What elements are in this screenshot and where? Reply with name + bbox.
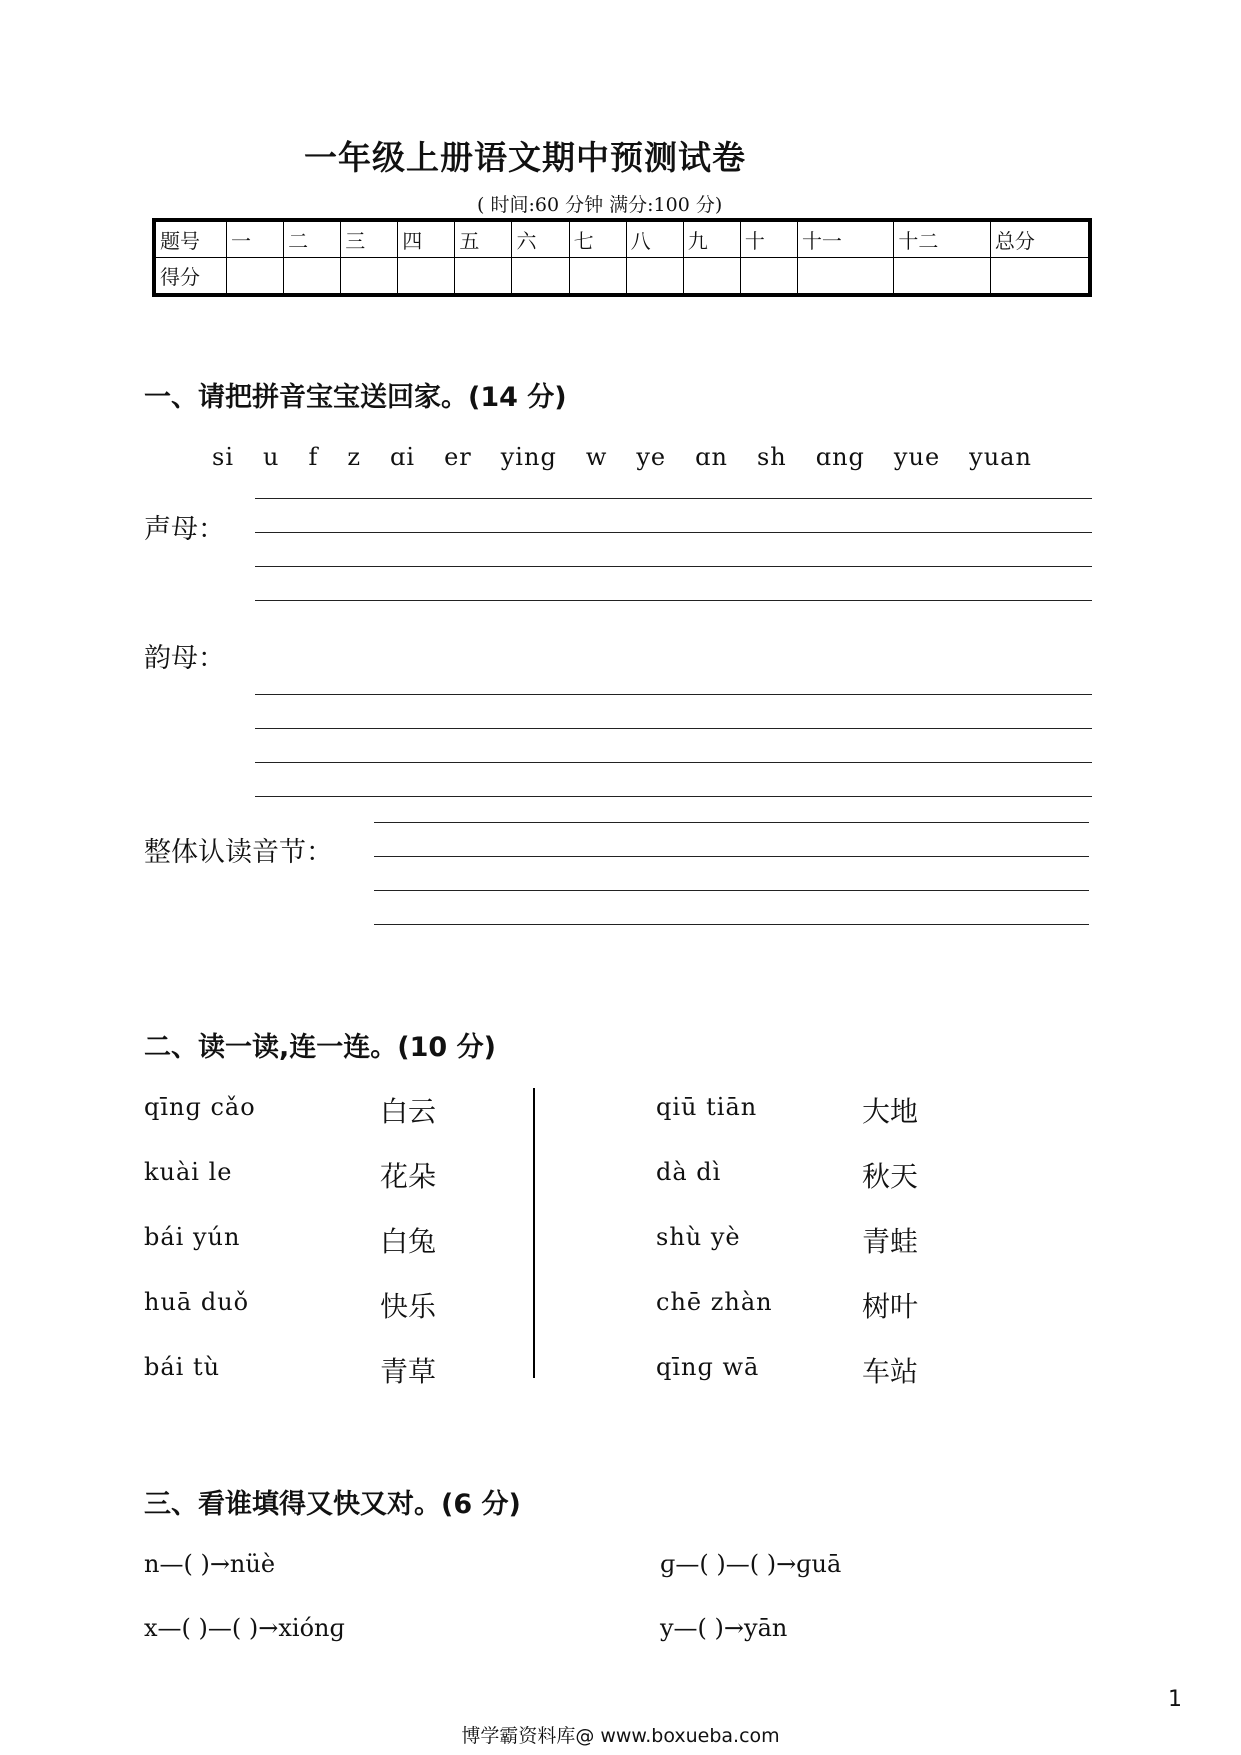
score-table-column: 五 — [455, 220, 512, 258]
right-pinyin-item[interactable]: dà dì — [656, 1158, 722, 1186]
shengmu-answer-line[interactable] — [255, 498, 1092, 499]
right-pinyin-item[interactable]: qīnɡ wā — [656, 1353, 760, 1381]
score-table — [152, 218, 1092, 297]
right-chinese-item[interactable]: 青蛙 — [862, 1225, 919, 1258]
score-table-column: 二 — [284, 220, 341, 258]
pinyin-item: si — [212, 443, 234, 471]
pinyin-item: u — [263, 443, 280, 471]
score-table-column: 九 — [683, 220, 740, 258]
score-table-header-row — [154, 220, 1090, 258]
pinyin-item: w — [585, 443, 608, 471]
score-table-column: 六 — [512, 220, 569, 258]
section2-heading: 二、读一读,连一连。(10 分) — [144, 1032, 496, 1063]
zhengti-answer-line[interactable] — [374, 822, 1089, 823]
left-pinyin-item[interactable]: qīnɡ cǎo — [144, 1093, 256, 1121]
score-table-column: 四 — [398, 220, 455, 258]
score-table-column: 十一 — [797, 220, 893, 258]
right-pinyin-item[interactable]: chē zhàn — [656, 1288, 773, 1316]
yunmu-label: 韵母： — [144, 643, 225, 674]
score-table-column: 八 — [626, 220, 683, 258]
fill-item[interactable]: ɡ—( )—( )→ɡuā — [660, 1550, 842, 1578]
left-pinyin-item[interactable]: bái tù — [144, 1353, 221, 1381]
right-chinese-item[interactable]: 车站 — [862, 1355, 919, 1388]
left-pinyin-item[interactable]: bái yún — [144, 1223, 241, 1251]
pinyin-item: ɑi — [390, 443, 416, 471]
left-chinese-item[interactable]: 花朵 — [380, 1160, 437, 1193]
shengmu-label: 声母： — [144, 514, 225, 545]
right-pinyin-item[interactable]: qiū tiān — [656, 1093, 758, 1121]
score-table-row-label: 得分 — [154, 258, 227, 296]
zhengti-answer-line[interactable] — [374, 856, 1089, 857]
score-cell[interactable] — [626, 258, 683, 296]
exam-info: ( 时间:60 分钟 满分:100 分) — [477, 194, 723, 216]
score-cell[interactable] — [284, 258, 341, 296]
column-divider — [533, 1088, 535, 1378]
score-table-row-label: 题号 — [154, 220, 227, 258]
page-number: 1 — [1168, 1687, 1182, 1712]
pinyin-item: f — [308, 443, 319, 471]
zhengti-answer-line[interactable] — [374, 890, 1089, 891]
left-chinese-item[interactable]: 白兔 — [380, 1225, 437, 1258]
pinyin-item: ye — [636, 443, 667, 471]
pinyin-item: er — [444, 443, 472, 471]
yunmu-answer-line[interactable] — [255, 728, 1092, 729]
score-cell[interactable] — [740, 258, 797, 296]
page-title: 一年级上册语文期中预测试卷 — [304, 138, 746, 177]
pinyin-item: yue — [893, 443, 941, 471]
score-cell[interactable] — [683, 258, 740, 296]
score-cell[interactable] — [398, 258, 455, 296]
fill-item[interactable]: n—( )→nüè — [144, 1550, 276, 1578]
score-table-score-row — [154, 258, 1090, 296]
score-cell[interactable] — [341, 258, 398, 296]
shengmu-answer-line[interactable] — [255, 532, 1092, 533]
right-chinese-item[interactable]: 树叶 — [862, 1290, 919, 1323]
zhengti-label: 整体认读音节： — [144, 837, 333, 868]
score-cell[interactable] — [894, 258, 990, 296]
left-chinese-item[interactable]: 青草 — [380, 1355, 437, 1388]
score-cell[interactable] — [227, 258, 284, 296]
shengmu-answer-line[interactable] — [255, 566, 1092, 567]
fill-item[interactable]: x—( )—( )→xiónɡ — [144, 1614, 345, 1642]
pinyin-list — [212, 443, 1032, 471]
pinyin-item: z — [347, 443, 362, 471]
yunmu-answer-line[interactable] — [255, 694, 1092, 695]
left-pinyin-item[interactable]: kuài le — [144, 1158, 233, 1186]
score-table-column: 十 — [740, 220, 797, 258]
right-chinese-item[interactable]: 秋天 — [862, 1160, 919, 1193]
score-table-column: 总分 — [990, 220, 1090, 258]
score-cell[interactable] — [455, 258, 512, 296]
score-table-column: 七 — [569, 220, 626, 258]
yunmu-answer-line[interactable] — [255, 796, 1092, 797]
score-cell[interactable] — [797, 258, 893, 296]
footer-watermark: 博学霸资料库@ www.boxueba.com — [461, 1725, 780, 1747]
left-pinyin-item[interactable]: huā duǒ — [144, 1288, 250, 1316]
pinyin-item: ɑn — [695, 443, 728, 471]
pinyin-item: ɑng — [815, 443, 865, 471]
right-pinyin-item[interactable]: shù yè — [656, 1223, 741, 1251]
left-chinese-item[interactable]: 快乐 — [380, 1290, 437, 1323]
score-cell[interactable] — [569, 258, 626, 296]
yunmu-answer-line[interactable] — [255, 762, 1092, 763]
pinyin-item: sh — [756, 443, 787, 471]
pinyin-item: yuan — [969, 443, 1032, 471]
fill-item[interactable]: y—( )→yān — [660, 1614, 788, 1642]
score-table-column: 十二 — [894, 220, 990, 258]
shengmu-answer-line[interactable] — [255, 600, 1092, 601]
section1-heading: 一、请把拼音宝宝送回家。(14 分) — [144, 382, 567, 413]
score-cell[interactable] — [990, 258, 1090, 296]
score-table-column: 三 — [341, 220, 398, 258]
zhengti-answer-line[interactable] — [374, 924, 1089, 925]
pinyin-item: ying — [500, 443, 557, 471]
score-cell[interactable] — [512, 258, 569, 296]
right-chinese-item[interactable]: 大地 — [862, 1095, 919, 1128]
score-table-column: 一 — [227, 220, 284, 258]
left-chinese-item[interactable]: 白云 — [380, 1095, 437, 1128]
section3-heading: 三、看谁填得又快又对。(6 分) — [144, 1489, 521, 1520]
